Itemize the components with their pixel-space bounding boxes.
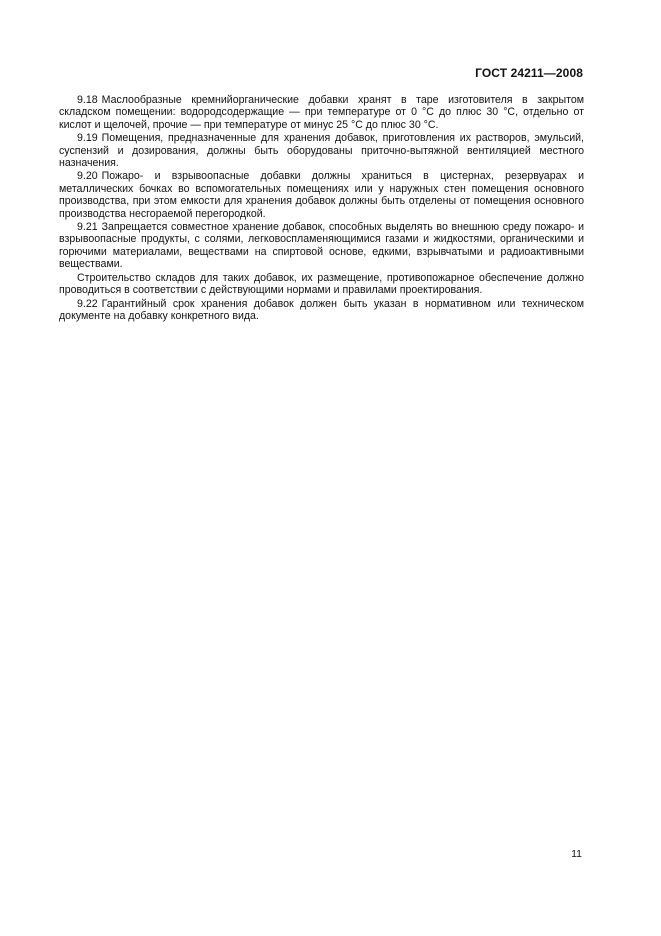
clause-9-18 — [59, 94, 584, 131]
clause-text: Маслообразные кремнийорганические добавки хранят в таре изготовителя в закрытом складском помещении: водородсодержащие — при температуре от 0 °С до плюс 30 °С, отдельно от кислот и щелочей, прочие — при температуре от минус 25 °С до плюс 30 °С. — [59, 94, 584, 131]
clause-text: Строительство складов для таких добавок, их размещение, противопожарное обеспечение должно проводиться в соответствии с действующими нормами и правилами проектирования. — [59, 271, 584, 297]
clause-9-21 — [59, 221, 584, 271]
clause-9-21-continuation — [59, 272, 584, 297]
clause-number: 9.18 — [77, 94, 98, 106]
document-id: ГОСТ 24211—2008 — [475, 66, 583, 80]
clause-9-22 — [59, 298, 584, 323]
clause-number: 9.20 — [77, 170, 98, 183]
clause-9-19 — [59, 132, 584, 169]
clause-text: Помещения, предназначенные для хранения добавок, приготовления их растворов, эмульсий, суспензий и дозирования, должны быть оборудованы приточно-вытяжной вентиляцией местного назначения. — [59, 132, 584, 170]
clause-number: 9.21 — [77, 221, 98, 234]
clause-number: 9.22 — [77, 297, 98, 310]
page-number: 11 — [571, 848, 582, 860]
clause-text: Пожаро- и взрывоопасные добавки должны храниться в цистернах, резервуарах и металлических бочках во вспомогательных помещениях или у наружных стен помещения основного производства, при этом емкости для хранения добавок должны быть отделены от помещения основного производства несгораемой перегородкой. — [59, 170, 584, 220]
clause-9-20 — [59, 170, 584, 220]
clause-number: 9.19 — [77, 132, 98, 145]
clause-text: Запрещается совместное хранение добавок, способных выделять во внешнюю среду пожаро- и взрывоопасные продукты, с солями, легковоспламеняющимися газами и жидкостями, органическими и горючими материалами, веществами на спиртовой основе, едкими, взрывчатыми и радиоактивными веществами. — [59, 221, 584, 271]
clause-text: Гарантийный срок хранения добавок должен быть указан в нормативном или техническом документе на добавку конкретного вида. — [59, 297, 584, 322]
document-body — [59, 94, 584, 323]
